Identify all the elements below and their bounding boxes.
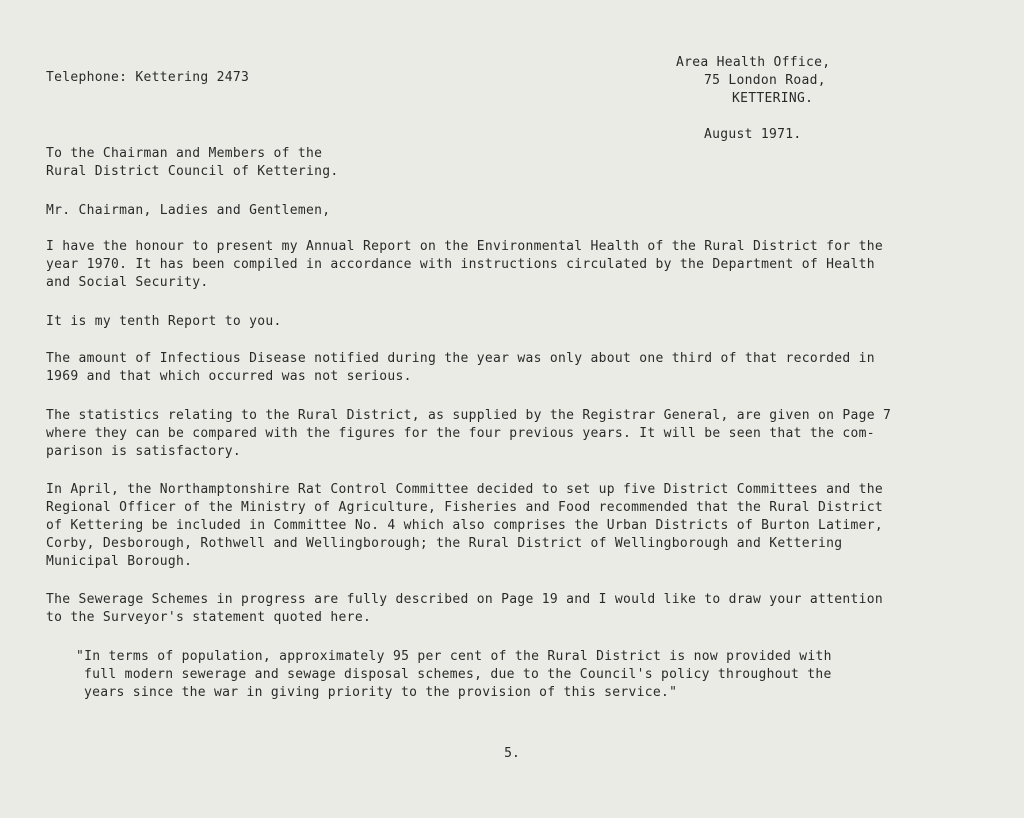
address-line-2: 75 London Road, — [704, 73, 826, 88]
paragraph-line: where they can be compared with the figures for the four previous years. It will be seen that the com- — [46, 426, 875, 441]
paragraph-6 — [46, 591, 1001, 627]
paragraph-line: Regional Officer of the Ministry of Agriculture, Fisheries and Food recommended that the Rural District — [46, 500, 884, 515]
paragraph-5 — [46, 481, 1001, 571]
salutation — [46, 202, 1001, 220]
telephone-line: Telephone: Kettering 2473 — [46, 70, 250, 85]
paragraph-line: The statistics relating to the Rural District, as supplied by the Registrar General, are given on Page 7 — [46, 408, 892, 423]
paragraph-line: The amount of Infectious Disease notified during the year was only about one third of that recorded in — [46, 351, 875, 366]
paragraph-line: Corby, Desborough, Rothwell and Wellingborough; the Rural District of Wellingborough and Kettering — [46, 536, 843, 551]
recipient-line-1: To the Chairman and Members of the — [46, 146, 323, 161]
paragraph-line: I have the honour to present my Annual Report on the Environmental Health of the Rural District for the — [46, 239, 884, 254]
paragraph-line: year 1970. It has been compiled in accordance with instructions circulated by the Department of Health — [46, 257, 875, 272]
recipient-block — [46, 145, 1001, 181]
salutation-text: Mr. Chairman, Ladies and Gentlemen, — [46, 203, 331, 218]
paragraph-3 — [46, 350, 1001, 386]
paragraph-2 — [46, 313, 1001, 331]
paragraph-line: Municipal Borough. — [46, 554, 193, 569]
paragraph-line: It is my tenth Report to you. — [46, 314, 282, 329]
paragraph-1 — [46, 238, 1001, 292]
paragraph-line: parison is satisfactory. — [46, 444, 242, 459]
sender-address — [676, 54, 830, 108]
paragraph-line: The Sewerage Schemes in progress are fully described on Page 19 and I would like to draw your attention — [46, 592, 884, 607]
paragraph-line: of Kettering be included in Committee No. 4 which also comprises the Urban Districts of Burton Latimer, — [46, 518, 884, 533]
quote-line: "In terms of population, approximately 95 per cent of the Rural District is now provided with — [76, 649, 832, 664]
quote-line: full modern sewerage and sewage disposal schemes, due to the Council's policy throughout the — [84, 667, 832, 682]
letter-date: August 1971. — [704, 127, 802, 142]
page-number: 5. — [504, 746, 520, 761]
address-line-1: Area Health Office, — [676, 55, 831, 70]
recipient-line-2: Rural District Council of Kettering. — [46, 164, 339, 179]
paragraph-line: In April, the Northamptonshire Rat Control Committee decided to set up five District Committees and the — [46, 482, 884, 497]
quote-line: years since the war in giving priority to the provision of this service." — [84, 685, 678, 700]
surveyor-quote — [76, 648, 976, 702]
paragraph-line: 1969 and that which occurred was not serious. — [46, 369, 412, 384]
paragraph-line: and Social Security. — [46, 275, 209, 290]
paragraph-4 — [46, 407, 1001, 461]
address-line-3: KETTERING. — [732, 91, 814, 106]
paragraph-line: to the Surveyor's statement quoted here. — [46, 610, 372, 625]
